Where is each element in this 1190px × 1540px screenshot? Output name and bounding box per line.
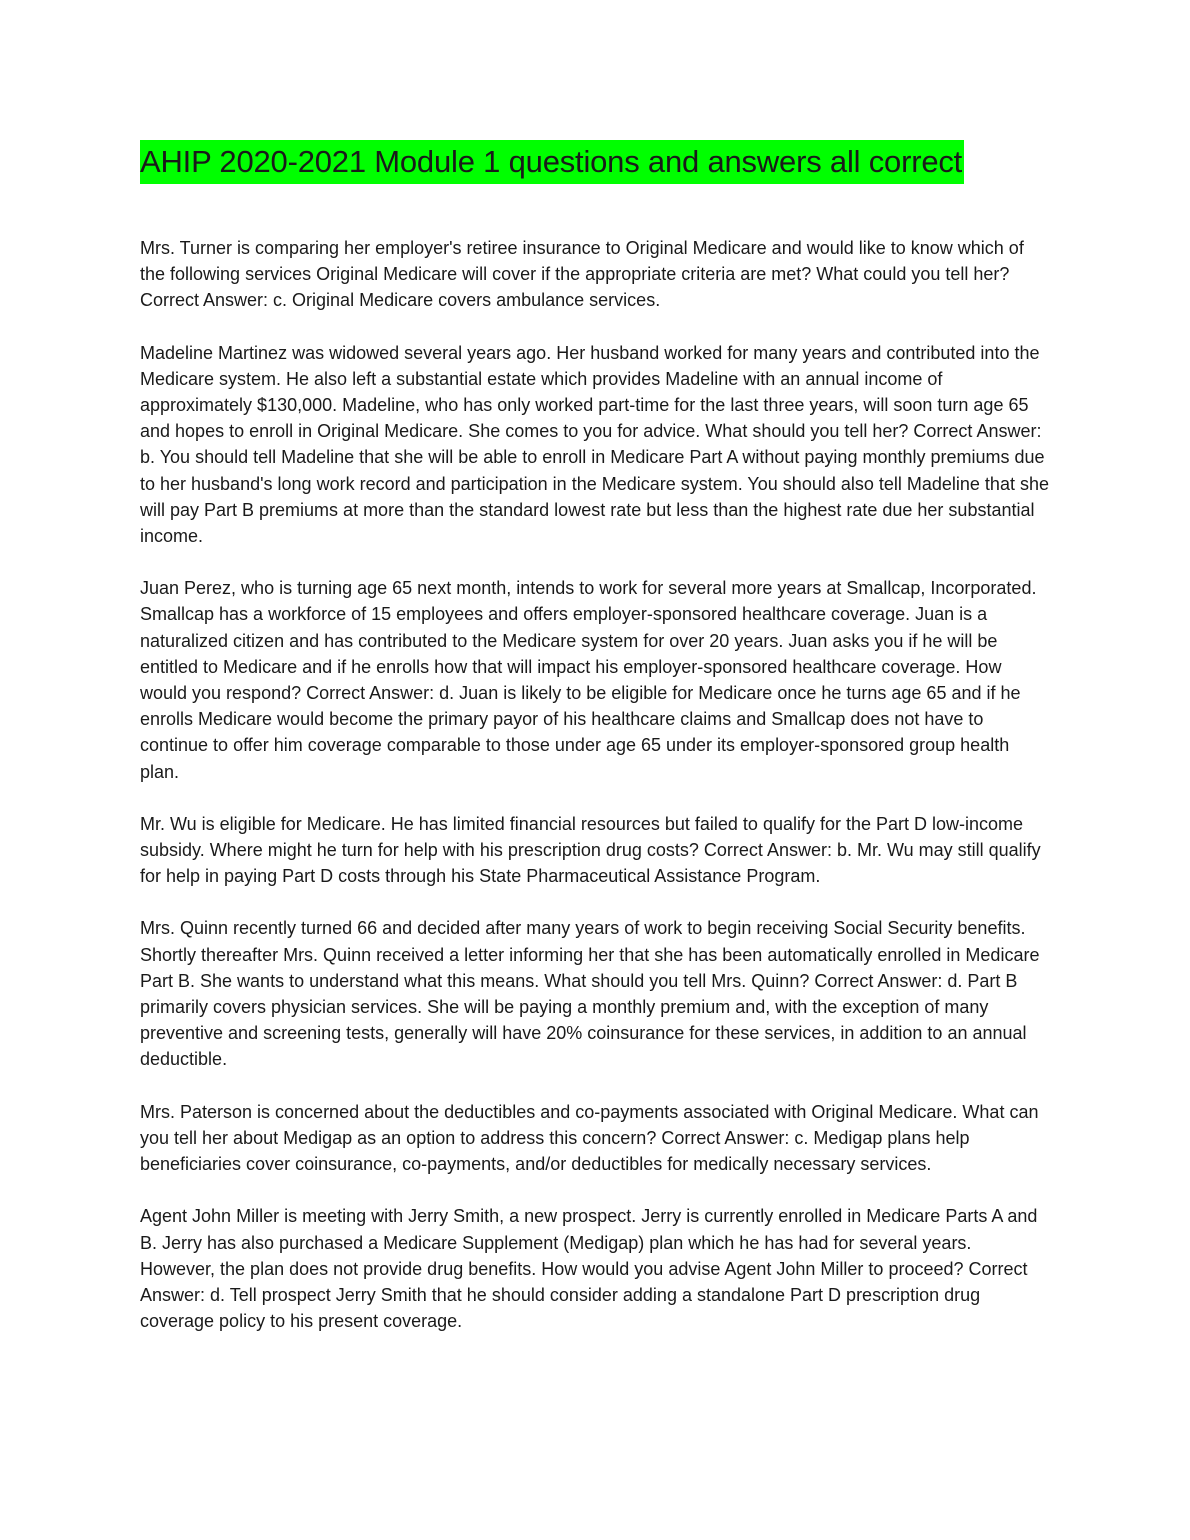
qa-paragraph: Juan Perez, who is turning age 65 next month, intends to work for several more years at Smallcap, Incorporated. Smallcap has a workforce of 15 employees and offers employer-sponsored healthcare coverage. Juan is a naturalized citizen and has contributed to the Medicare system for over 20 years. Juan asks you if he will be entitled to Medicare and if he enrolls how that will impact his employer-sponsored healthcare coverage. How would you respond? Correct Answer: d. Juan is likely to be eligible for Medicare once he turns age 65 and if he enrolls Medicare would become the primary payor of his healthcare claims and Smallcap does not have to continue to offer him coverage comparable to those under age 65 under its employer-sponsored group health plan.: [140, 578, 1037, 782]
qa-paragraph: Mrs. Paterson is concerned about the deductibles and co-payments associated with Original Medicare. What can you tell her about Medigap as an option to address this concern? Correct Answer: c. Medigap plans help beneficiaries cover coinsurance, co-payments, and/or deductibles for medically necessary services.: [140, 1101, 1039, 1175]
qa-paragraph: Mr. Wu is eligible for Medicare. He has limited financial resources but failed to qualify for the Part D low-income subsidy. Where might he turn for help with his prescription drug costs? Correct Answer: b. Mr. Wu may still qualify for help in paying Part D costs through his State Pharmaceutical Assistance Program.: [140, 813, 1041, 887]
qa-paragraph: Agent John Miller is meeting with Jerry Smith, a new prospect. Jerry is currently enrolled in Medicare Parts A and B. Jerry has also purchased a Medicare Supplement (Medigap) plan which he has had for several years. However, the plan does not provide drug benefits. How would you advise Agent John Miller to proceed? Correct Answer: d. Tell prospect Jerry Smith that he should consider adding a standalone Part D prescription drug coverage policy to his present coverage.: [140, 1206, 1038, 1332]
qa-list: [140, 235, 1050, 1360]
qa-paragraph: Mrs. Turner is comparing her employer's retiree insurance to Original Medicare and would like to know which of the following services Original Medicare will cover if the appropriate criteria are met? What could you tell her? Correct Answer: c. Original Medicare covers ambulance services.: [140, 238, 1024, 311]
title-block: [140, 140, 1060, 184]
qa-paragraph: Madeline Martinez was widowed several years ago. Her husband worked for many years and contributed into the Medicare system. He also left a substantial estate which provides Madeline with an annual income of approximately $130,000. Madeline, who has only worked part-time for the last three years, will soon turn age 65 and hopes to enroll in Original Medicare. She comes to you for advice. What should you tell her? Correct Answer: b. You should tell Madeline that she will be able to enroll in Medicare Part A without paying monthly premiums due to her husband's long work record and participation in the Medicare system. You should also tell Madeline that she will pay Part B premiums at more than the standard lowest rate but less than the highest rate due her substantial income.: [140, 342, 1049, 547]
qa-paragraph: Mrs. Quinn recently turned 66 and decided after many years of work to begin receiving Social Security benefits. Shortly thereafter Mrs. Quinn received a letter informing her that she has been automatically enrolled in Medicare Part B. She wants to understand what this means. What should you tell Mrs. Quinn? Correct Answer: d. Part B primarily covers physician services. She will be paying a monthly premium and, with the exception of many preventive and screening tests, generally will have 20% coinsurance for these services, in addition to an annual deductible.: [140, 918, 1040, 1070]
page-title: AHIP 2020-2021 Module 1 questions and answers all correct: [140, 140, 964, 184]
